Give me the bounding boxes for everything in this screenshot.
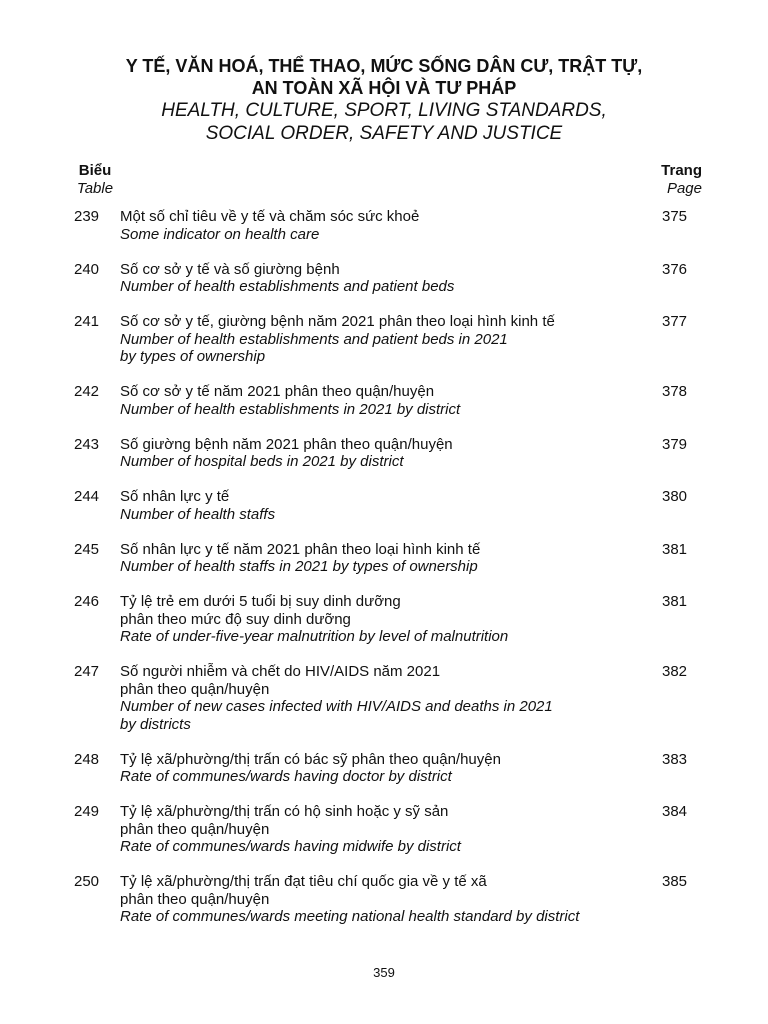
entry-title [120,313,650,366]
table-of-contents [0,208,768,943]
entry-page-number: 382 [662,663,688,680]
page-number: 359 [373,965,395,980]
entry-page-number: 381 [662,593,688,610]
toc-entry[interactable] [0,436,768,471]
heading-en-line-1: HEALTH, CULTURE, SPORT, LIVING STANDARDS, [161,100,607,121]
entry-table-number: 244 [74,488,100,505]
entry-table-number: 247 [74,663,100,680]
entry-table-number: 249 [74,803,100,820]
entry-page-number: 379 [662,435,688,453]
toc-entry[interactable] [0,593,768,646]
heading-en-line-2: SOCIAL ORDER, SAFETY AND JUSTICE [205,123,563,144]
entry-title-en: Rate of communes/wards having doctor by district [120,768,452,785]
toc-entry[interactable] [0,208,768,243]
toc-entry[interactable] [0,488,768,523]
toc-entry[interactable] [0,261,768,296]
toc-entry[interactable] [0,663,768,733]
entry-table-number: 250 [74,873,100,890]
entry-title-en: Rate of communes/wards meeting national health standard by district [120,908,580,925]
entry-title [120,541,650,576]
toc-entry[interactable] [0,383,768,418]
entry-table-number: 246 [74,593,100,610]
entry-table-number: 243 [74,435,100,453]
entry-title-en: by types of ownership [120,348,266,365]
entry-title [120,873,650,926]
table-header-en: Table [76,180,114,197]
entry-table-number: 242 [74,383,100,400]
entry-title-vi: Số cơ sở y tế năm 2021 phân theo quận/huyện [120,383,435,400]
entry-title-en: Number of health establishments in 2021 by district [120,400,461,418]
entry-table-number: 240 [74,260,100,278]
entry-title-vi: Tỷ lệ trẻ em dưới 5 tuổi bị suy dinh dưỡng [120,593,401,610]
entry-title-en: Rate of under-five-year malnutrition by level of malnutrition [120,628,509,645]
entry-title-vi: phân theo quận/huyện [120,820,270,838]
toc-entry[interactable] [0,751,768,786]
entry-title-vi: Số cơ sở y tế, giường bệnh năm 2021 phân theo loại hình kinh tế [120,313,555,330]
toc-entry[interactable] [0,803,768,856]
heading-vi-line-1: Y TẾ, VĂN HOÁ, THỂ THAO, MỨC SỐNG DÂN CƯ, TRẬT TỰ, [125,56,643,76]
entry-title-vi: Tỷ lệ xã/phường/thị trấn có hộ sinh hoặc y sỹ sản [120,803,449,820]
entry-page-number: 377 [662,313,688,330]
entry-title-vi: Số giường bệnh năm 2021 phân theo quận/huyện [120,435,453,453]
entry-page-number: 384 [662,803,688,820]
page-header-en: Page [666,180,702,197]
entry-title-en: by districts [120,715,191,733]
entry-title-vi: Tỷ lệ xã/phường/thị trấn có bác sỹ phân theo quận/huyện [120,750,501,768]
entry-title-vi: Một số chỉ tiêu về y tế và chăm sóc sức khoẻ [120,208,420,225]
entry-page-number: 381 [662,540,688,558]
entry-title [120,751,650,786]
toc-entry[interactable] [0,313,768,366]
entry-title-en: Number of health establishments and patient beds [120,278,455,295]
entry-title-vi: phân theo mức độ suy dinh dưỡng [120,610,351,628]
entry-page-number: 383 [662,750,688,768]
entry-title-vi: Số nhân lực y tế năm 2021 phân theo loại hình kinh tế [120,540,481,558]
entry-title-en: Number of health staffs [120,505,276,523]
table-header-vi: Biểu [78,162,112,179]
entry-title [120,488,650,523]
entry-page-number: 385 [662,873,688,890]
page-heading [0,55,768,145]
entry-title-vi: phân theo quận/huyện [120,890,270,908]
entry-table-number: 248 [74,750,100,768]
entry-title [120,803,650,856]
page-column-header [642,162,702,198]
entry-title-vi: Số cơ sở y tế và số giường bệnh [120,260,340,278]
toc-entry[interactable] [0,541,768,576]
entry-title-en: Some indicator on health care [120,225,320,243]
entry-table-number: 241 [74,313,100,330]
toc-entry[interactable] [0,873,768,926]
entry-title [120,261,650,296]
entry-title [120,208,650,243]
entry-page-number: 376 [662,260,688,278]
entry-title-vi: phân theo quận/huyện [120,680,270,698]
page-header-vi: Trang [661,162,702,179]
entry-title-vi: Tỷ lệ xã/phường/thị trấn đạt tiêu chí quốc gia về y tế xã [120,873,487,890]
entry-title [120,383,650,418]
entry-table-number: 245 [74,540,100,558]
entry-page-number: 380 [662,488,688,505]
entry-title-en: Number of hospital beds in 2021 by district [120,453,404,470]
entry-page-number: 378 [662,383,688,400]
entry-title-en: Number of health staffs in 2021 by types of ownership [120,558,478,575]
heading-vi-line-2: AN TOÀN XÃ HỘI VÀ TƯ PHÁP [251,78,517,98]
entry-title-vi: Số nhân lực y tế [120,488,230,505]
entry-table-number: 239 [74,208,100,225]
table-column-header [70,162,120,198]
entry-title [120,593,650,646]
entry-title-en: Rate of communes/wards having midwife by district [120,838,461,855]
entry-title-en: Number of health establishments and patient beds in 2021 [120,330,508,348]
entry-title-en: Number of new cases infected with HIV/AIDS and deaths in 2021 [120,698,553,715]
entry-title [120,436,650,471]
entry-title-vi: Số người nhiễm và chết do HIV/AIDS năm 2021 [120,663,441,680]
entry-title [120,663,650,733]
entry-page-number: 375 [662,208,688,225]
